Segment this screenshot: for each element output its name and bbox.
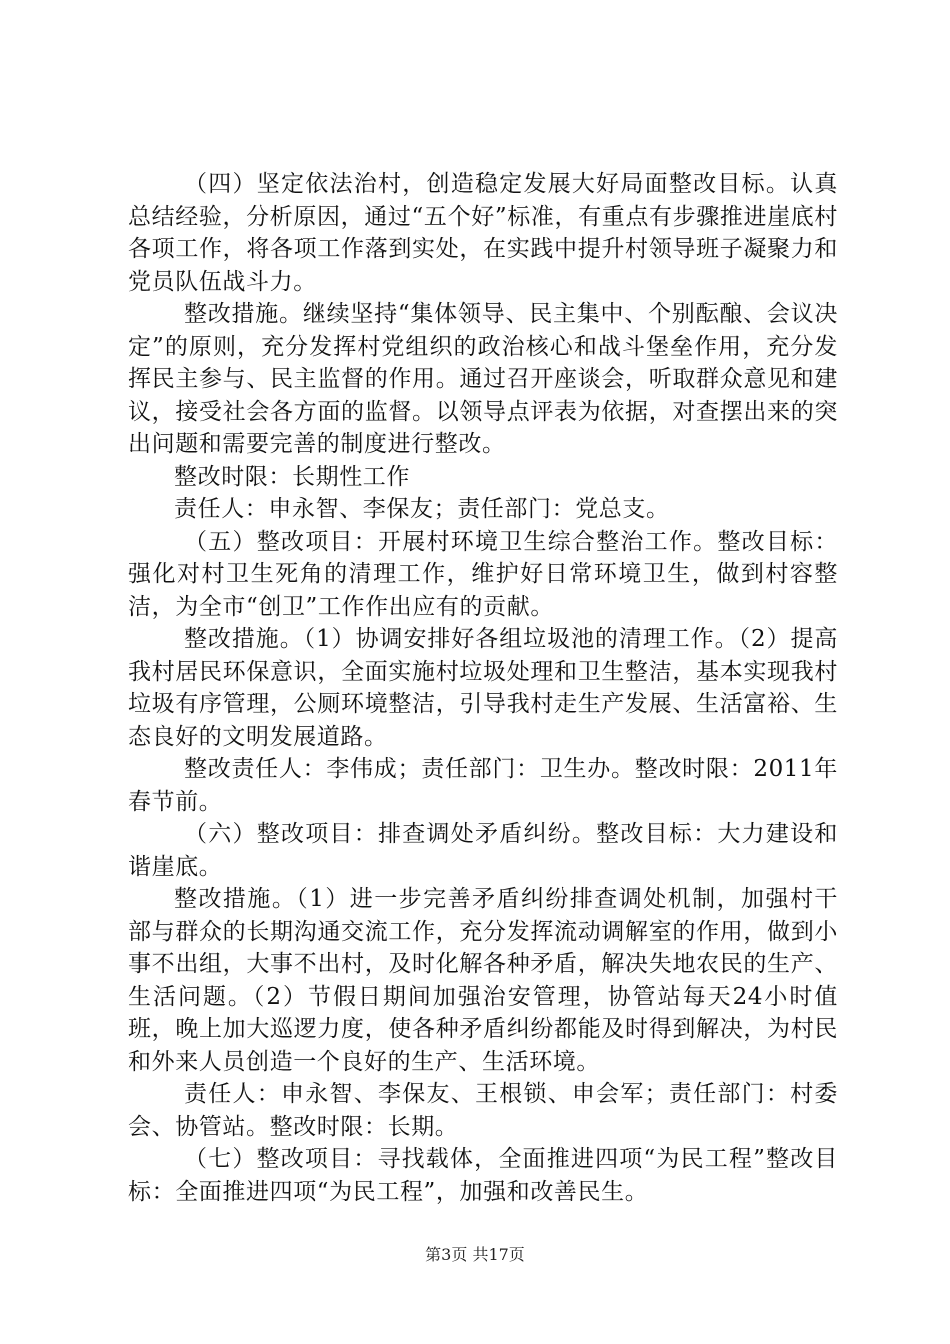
paragraph-4-measures: 整改措施。继续坚持“集体领导、民主集中、个别酝酿、会议决定”的原则，充分发挥村党组织的政治核心和战斗堡垒作用，充分发挥民主参与、民主监督的作用。通过召开座谈会，听取群众意见和建议，接受社会各方面的监督。以领导点评表为依据，对查摆出来的突出问题和需要完善的制度进行整改。 [128,301,838,457]
paragraph-5-target: （五）整改项目：开展村环境卫生综合整治工作。整改目标：强化对村卫生死角的清理工作，维护好日常环境卫生，做到村容整洁，为全市“创卫”工作作出应有的贡献。 [128,528,838,620]
paragraph-5-responsible: 整改责任人：李伟成；责任部门：卫生办。整改时限：2011年春节前。 [128,756,838,815]
paragraph-4-deadline: 整改时限：长期性工作 [174,463,410,490]
paragraph-6-target: （六）整改项目：排查调处矛盾纠纷。整改目标：大力建设和谐崖底。 [128,821,838,880]
paragraph-4-responsible: 责任人：申永智、李保友；责任部门：党总支。 [174,496,670,522]
page-footer: 第3页 共17页 [425,1245,525,1264]
paragraph-6-responsible: 责任人：申永智、李保友、王根锁、申会军；责任部门：村委会、协管站。整改时限：长期。 [128,1081,838,1140]
paragraph-7-target: （七）整改项目：寻找载体，全面推进四项“为民工程”整改目标：全面推进四项“为民工程”，加强和改善民生。 [128,1146,838,1205]
document-body [128,168,838,1208]
paragraph-5-measures: 整改措施。（1）协调安排好各组垃圾池的清理工作。（2）提高我村居民环保意识，全面实施村垃圾处理和卫生整洁，基本实现我村垃圾有序管理，公厕环境整洁，引导我村走生产发展、生活富裕、生态良好的文明发展道路。 [128,626,838,750]
paragraph-4-target: （四）坚定依法治村，创造稳定发展大好局面整改目标。认真总结经验，分析原因，通过“五个好”标准，有重点有步骤推进崖底村各项工作，将各项工作落到实处，在实践中提升村领导班子凝聚力和党员队伍战斗力。 [128,171,838,295]
paragraph-6-measures: 整改措施。（1）进一步完善矛盾纠纷排查调处机制，加强村干部与群众的长期沟通交流工作，充分发挥流动调解室的作用，做到小事不出组，大事不出村，及时化解各种矛盾，解决失地农民的生产、生活问题。（2）节假日期间加强治安管理，协管站每天24小时值班，晚上加大巡逻力度，使各种矛盾纠纷都能及时得到解决，为村民和外来人员创造一个良好的生产、生活环境。 [128,886,838,1075]
